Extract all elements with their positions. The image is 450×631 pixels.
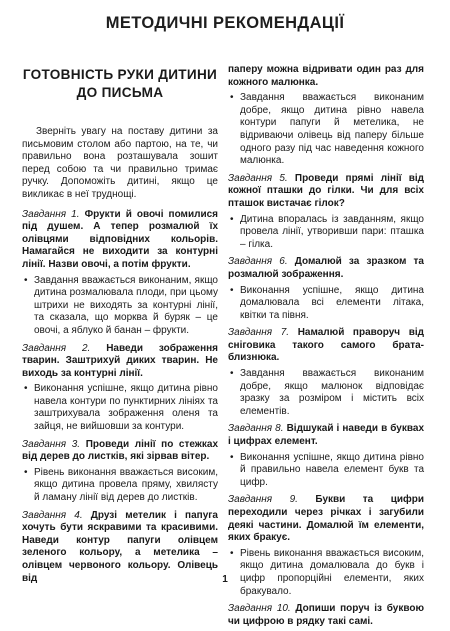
task-3 (22, 439, 218, 464)
page-number: 1 (222, 574, 228, 585)
task-question: Букви та цифри переходили через річках і загубили деякі частини. Домалюй їм елементи, яких бракує. (228, 494, 424, 544)
task-5-note (228, 214, 424, 252)
note-text: Рівень виконання вважається високим, якщо дитина домалювала до букв і цифр пропорційні елементи, яких бракувало. (240, 547, 424, 597)
task-1-note (22, 275, 218, 338)
note-text: Виконання успішне, якщо дитина рівно навела контури по пунктирних лініях та заштрихувала зображення оленя та зайця, не вийшовши за контури. (34, 383, 218, 433)
task-question: Фрукти й овочі помилися під душем. А тепер розмалюй їх олівцями відповідних кольорів. Намагайся не виходити за контурні лінії. Назви овочі, а потім фрукти. (22, 208, 218, 270)
left-column (22, 66, 218, 588)
task-5 (228, 173, 424, 211)
task-8 (228, 423, 424, 448)
bullet-icon: • (230, 368, 234, 380)
bullet-icon: • (24, 383, 28, 395)
task-9-note (228, 548, 424, 598)
task-number: Завдання 3. (22, 438, 81, 450)
task-number: Завдання 9. (228, 494, 298, 506)
note-text: Виконання успішне, якщо дитина рівно й правильно навела елемент букв та цифр. (240, 451, 424, 488)
task-question: Домалюй за зразком та розмалюй зображення. (228, 256, 424, 280)
note-text: Виконання успішне, якщо дитина домалювала всі елементи літака, квітки та півня. (240, 284, 424, 321)
task-number: Завдання 7. (228, 327, 290, 339)
note-text: Завдання вважається виконаним добре, якщо дитина рівно навела контури папуги й метелика, не відриваючи олівець від паперу більше одного разу під час наведення кожного малюнка. (240, 92, 424, 167)
intro-paragraph: Зверніть увагу на поставу дитини за письмовим столом або партою, на те, чи правильно вона розташувала зошит перед собою та чи правильно тримає ручку. Допоможіть дитині, якщо це викликає в неї труднощі. (22, 126, 218, 200)
task-10 (228, 603, 424, 628)
note-text: Завдання вважається виконаним, якщо дитина розмалювала плоди, при цьому штрихи не виходять за контурні лінії, та сказала, що морква й буряк – це овочі, а яблуко й банан – фрукти. (34, 274, 218, 336)
task-2-note (22, 383, 218, 433)
task-question: Допиши поруч із буквою чи цифрою в рядку такі самі. (228, 603, 424, 627)
task-2 (22, 343, 218, 381)
section-title: ГОТОВНІСТЬ РУКИ ДИТИНИ ДО ПИСЬМА (22, 67, 218, 100)
task-7 (228, 327, 424, 365)
task-6-note (228, 285, 424, 323)
task-number: Завдання 8. (228, 423, 284, 435)
task-question: Відшукай і наведи в буквах і цифрах елемент. (228, 423, 425, 448)
bullet-icon: • (230, 213, 234, 225)
task-number: Завдання 4. (22, 509, 83, 521)
task-question: Проведи лінії по стежках від дерев до листків, які зірвав вітер. (22, 438, 219, 463)
bullet-icon: • (230, 284, 234, 296)
bullet-icon: • (230, 451, 234, 463)
task-8-note (228, 452, 424, 490)
note-text: Завдання вважається виконаним добре, якщо малюнок відповідає зразку за розміром і містить всіх елементів. (240, 368, 424, 417)
task-number: Завдання 10. (228, 603, 291, 615)
task-7-note (228, 368, 424, 418)
task-1 (22, 209, 218, 272)
right-column (228, 64, 424, 631)
task-question: Друзі метелик і папуга хочуть бути яскравими та красивими. Наведи контур папуги олівцем зеленого кольору, а метелика – олівцем червоного кольору. Олівець від (22, 509, 218, 584)
task-question: Проведи прямі лінії від кожної пташки до гілки. Чи для всіх пташок вистачає гілок? (228, 172, 424, 209)
task-number: Завдання 2. (22, 342, 91, 354)
bullet-icon: • (230, 92, 234, 104)
bullet-icon: • (230, 547, 234, 559)
task-9 (228, 494, 424, 544)
task-number: Завдання 5. (228, 172, 288, 184)
bullet-icon: • (24, 466, 28, 478)
note-text: Дитина впоралась із завданням, якщо провела лінії, утворивши пари: пташка – гілка. (240, 213, 424, 250)
page-title: МЕТОДИЧНІ РЕКОМЕНДАЦІЇ (105, 14, 345, 32)
task-4-note (228, 92, 424, 168)
bullet-icon: • (24, 274, 28, 286)
task-question: Наведи зображення тварин. Заштрихуй диких тварин. Не виходь за контурні лінії. (22, 342, 219, 379)
note-text: Рівень виконання вважається високим, якщо дитина провела пряму, хвилясту й ламану лінії від дерев до листків. (34, 466, 218, 504)
task-number: Завдання 1. (22, 208, 80, 220)
task-6 (228, 256, 424, 281)
task-3-note (22, 467, 218, 505)
task-number: Завдання 6. (228, 256, 288, 268)
task-question: Намалюй праворуч від сніговика такого самого брата-близнюка. (228, 327, 424, 364)
task-4-continuation: паперу можна відривати один раз для кожного малюнка. (228, 64, 424, 88)
